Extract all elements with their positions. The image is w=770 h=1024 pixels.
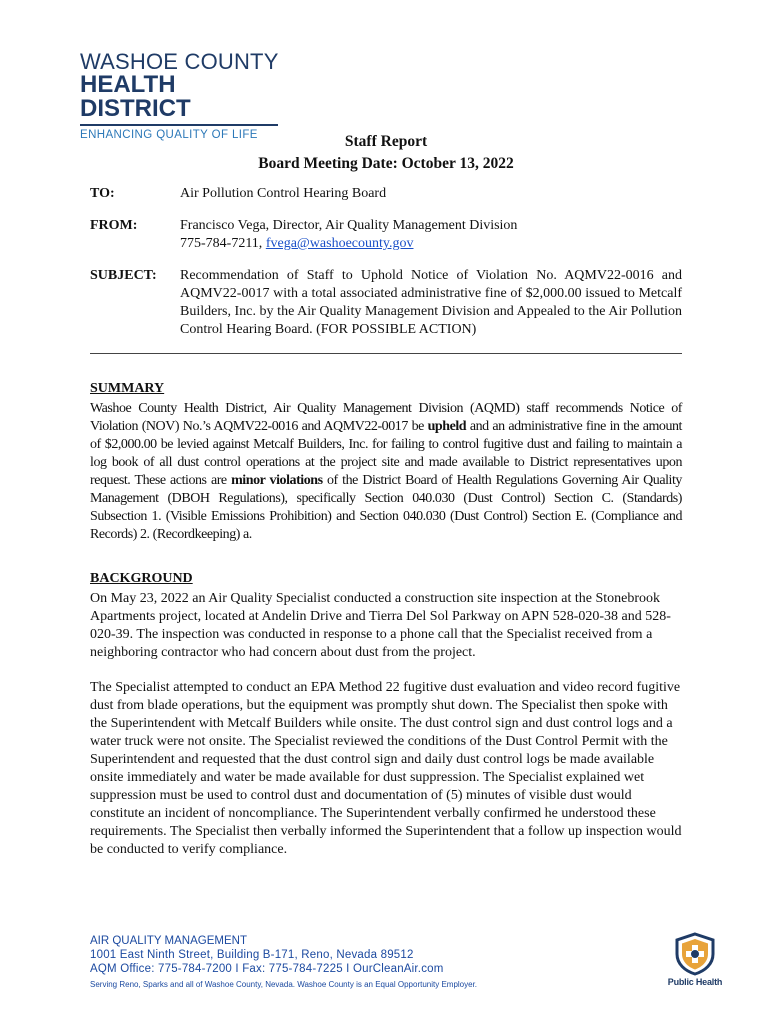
footer-address: 1001 East Ninth Street, Building B-171, Reno, Nevada 89512 [90, 949, 414, 961]
page-footer [90, 934, 477, 992]
memo-from-contact [180, 235, 682, 253]
memo-to-label: TO: [90, 186, 115, 201]
logo-line-district: HEALTH DISTRICT [80, 71, 191, 122]
report-title: Staff Report [344, 133, 428, 150]
summary-bold-upheld: upheld [427, 419, 467, 434]
footer-contact: AQM Office: 775-784-7200 I Fax: 775-784-7225 I OurCleanAir.com [90, 963, 444, 975]
background-heading: BACKGROUND [90, 571, 193, 586]
memo-from-value [180, 217, 682, 253]
summary-text-1: Washoe County Health District, Air Quality Management Division (AQMD) staff recommends Notice of Violation (NOV) No.’s AQMV22-0016 and AQMV22-0017 be [90, 401, 682, 434]
background-paragraph-1: On May 23, 2022 an Air Quality Specialist conducted a construction site inspection at the Stonebrook Apartments project, located at Andelin Drive and Tierra Del Sol Parkway on APN 528-020-38 and 528-020-39. The inspection was conducted in response to a phone call that the Specialist received from a neighboring contractor who had concern about dust from the project. [90, 591, 671, 660]
logo-tagline: ENHANCING QUALITY OF LIFE [80, 129, 258, 141]
public-health-badge [660, 932, 730, 987]
background-paragraph-2: The Specialist attempted to conduct an EPA Method 22 fugitive dust evaluation and video record fugitive dust from blade operations, but the equipment was promptly shut down. The Specialist then spoke with the Superintendent with Metcalf Builders while onsite. The dust control sign and dust control logs and a water truck were not onsite. The Specialist reviewed the conditions of the Dust Control Permit with the Superintendent and requested that the dust control sign and daily dust control logs be made available onsite immediately and water be made available for dust suppression. The Specialist explained wet suppression must be used to control dust and documentation of (5) minutes of visible dust would constitute an incident of noncompliance. The Superintendent verbally confirmed he understood these requirements. The Specialist then verbally informed the Superintendent that a follow up inspection would be conducted to verify compliance. [90, 680, 682, 857]
footer-eeo-statement: Serving Reno, Sparks and all of Washoe County, Nevada. Washoe County is an Equal Opportunity Employer. [90, 980, 478, 989]
logo-divider [80, 124, 278, 126]
memo-from-email-link[interactable]: fvega@washoecounty.gov [265, 236, 414, 251]
memo-header [90, 185, 682, 339]
memo-from-label: FROM: [90, 218, 138, 233]
memo-subject-label: SUBJECT: [90, 268, 157, 283]
meeting-date-title: Board Meeting Date: October 13, 2022 [258, 155, 514, 172]
memo-from-phone: 775-784-7211, [180, 236, 266, 251]
section-divider [90, 353, 682, 354]
logo-line-county: WASHOE COUNTY [80, 49, 279, 74]
summary-text-2: and an administrative fine in the amount of $2,000.00 be levied against Metcalf Builders, Inc. for failing to control fugitive dust and failing to maintain a log book of all dust control operations at the project site and made available to District representatives upon request. These actions are [90, 419, 682, 488]
summary-heading: SUMMARY [90, 381, 165, 396]
memo-to-value: Air Pollution Control Hearing Board [180, 186, 387, 201]
memo-subject-row [90, 267, 682, 339]
memo-from-row [90, 217, 682, 253]
public-health-shield-icon [673, 932, 717, 976]
memo-subject-value: Recommendation of Staff to Uphold Notice of Violation No. AQMV22-0016 and AQMV22-0017 with a total associated administrative fine of $2,000.00 issued to Metcalf Builders, Inc. by the Air Quality Management Division and Appealed to the Air Pollution Control Hearing Board. (FOR POSSIBLE ACTION) [180, 268, 682, 337]
footer-division-name: AIR QUALITY MANAGEMENT [90, 935, 247, 947]
summary-paragraph [90, 400, 682, 544]
staff-report-document [90, 128, 682, 859]
summary-text-3: of the District Board of Health Regulations Governing Air Quality Management (DBOH Regulations), specifically Section 040.030 (Dust Control) Section C. (Standards) Subsection 1. (Visible Emissions Prohibition) and Section 040.030 (Dust Control) Section E. (Compliance and Records) 2. (Recordkeeping) a. [90, 473, 682, 542]
summary-bold-minor-violations: minor violations [231, 473, 323, 488]
memo-from-name: Francisco Vega, Director, Air Quality Management Division [180, 218, 518, 233]
memo-to-row [90, 185, 682, 203]
public-health-label: Public Health [667, 977, 723, 987]
